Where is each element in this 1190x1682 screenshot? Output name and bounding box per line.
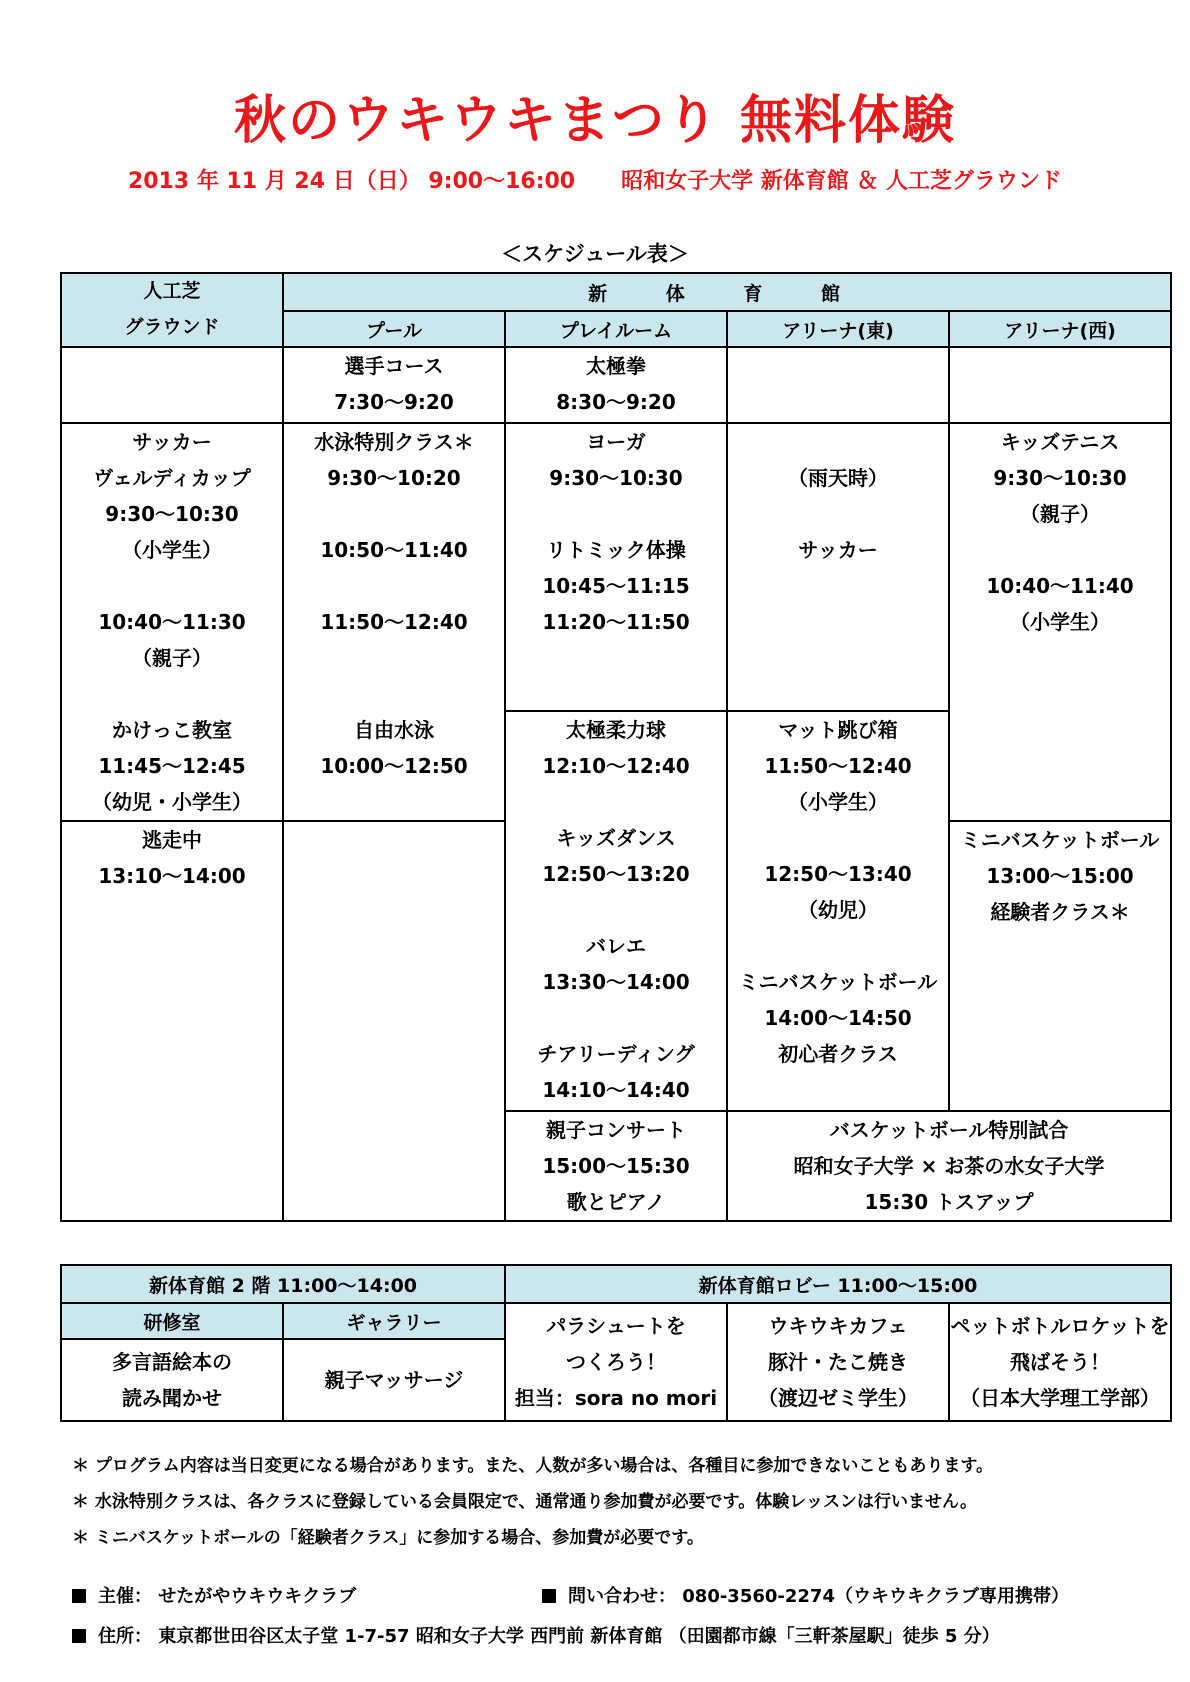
cell-line: 13:30～14:00 bbox=[542, 970, 690, 994]
cell-line: 太極柔力球 bbox=[566, 718, 666, 742]
cell-line: バレエ bbox=[586, 934, 646, 958]
cell-r3-playroom bbox=[505, 711, 727, 1111]
cell-r1-pool bbox=[283, 347, 505, 423]
cell-r2-ground-lines bbox=[62, 424, 282, 820]
header-arena-east: アリーナ(東) bbox=[727, 311, 949, 347]
cell-line bbox=[506, 892, 726, 928]
note-1: ＊ プログラム内容は当日変更になる場合があります。また、人数が多い場合は、各種目に参加できないこともあります。 bbox=[72, 1456, 994, 1476]
cell-r1-pool-lines bbox=[284, 348, 504, 420]
cell-line: 9:30～10:30 bbox=[549, 466, 683, 490]
event-subtitle bbox=[0, 164, 1190, 195]
cell-line: （幼児・小学生） bbox=[92, 790, 252, 814]
cell-r3-arena-east-lines bbox=[728, 712, 948, 1072]
cell-r2-playroom bbox=[505, 423, 727, 711]
cell-r5-playroom bbox=[505, 1111, 727, 1221]
cell-line: 読み聞かせ bbox=[122, 1386, 222, 1410]
cell-line: ミニバスケットボール bbox=[738, 970, 938, 994]
header-pool: プール bbox=[283, 311, 505, 347]
cell-line: 7:30～9:20 bbox=[334, 390, 454, 414]
cell-line: 10:40～11:30 bbox=[98, 610, 246, 634]
cell-line: サッカー bbox=[132, 430, 212, 454]
cell-line: 自由水泳 bbox=[354, 718, 434, 742]
cell-line: キッズテニス bbox=[1000, 430, 1120, 454]
cell-line bbox=[506, 1000, 726, 1036]
contact-block bbox=[542, 1577, 1069, 1617]
cell-line: （小学生） bbox=[1010, 610, 1111, 634]
info-block bbox=[72, 1577, 1162, 1657]
cell-r2-ground bbox=[61, 423, 283, 821]
cell-gallery: 親子マッサージ bbox=[283, 1339, 505, 1421]
cell-line: 9:30～10:20 bbox=[327, 466, 461, 490]
cell-line: 初心者クラス bbox=[778, 1042, 898, 1066]
square-bullet-icon bbox=[72, 1589, 86, 1603]
cell-line: 9:30～10:30 bbox=[993, 466, 1127, 490]
cell-line: 昭和女子大学 × お茶の水女子大学 bbox=[793, 1154, 1105, 1178]
cell-line: 歌とピアノ bbox=[566, 1190, 666, 1214]
cell-line: 10:40～11:40 bbox=[986, 574, 1134, 598]
cell-line: 14:00～14:50 bbox=[764, 1006, 912, 1030]
cell-line: サッカー bbox=[798, 538, 878, 562]
cell-line: （親子） bbox=[1020, 502, 1101, 526]
cell-line: 10:00～12:50 bbox=[320, 754, 468, 778]
organizer: 主催： せたがやウキウキクラブ bbox=[98, 1586, 357, 1607]
cell-line: ウキウキカフェ bbox=[768, 1314, 908, 1338]
square-bullet-icon bbox=[72, 1629, 86, 1643]
cell-line: 飛ばそう！ bbox=[1010, 1350, 1110, 1374]
venue-table bbox=[60, 1264, 1172, 1422]
info-row-1 bbox=[72, 1577, 1162, 1617]
cell-line: ヨーガ bbox=[586, 430, 646, 454]
event-date: 2013 年 11 月 24 日（日） 9:00～16:00 bbox=[127, 169, 576, 194]
header-gym-2f: 新体育館 2 階 11:00～14:00 bbox=[61, 1265, 505, 1303]
cell-r1-arena-east bbox=[727, 347, 949, 423]
cell-r4-arena-west-lines bbox=[950, 822, 1170, 930]
cell-line bbox=[728, 928, 948, 964]
cell-lobby-cafe-lines bbox=[728, 1308, 948, 1416]
cell-kenshu-lines bbox=[62, 1344, 282, 1416]
cell-line: 選手コース bbox=[344, 354, 444, 378]
header-lobby: 新体育館ロビー 11:00～15:00 bbox=[505, 1265, 1171, 1303]
cell-r4-ground-lines bbox=[62, 822, 282, 894]
cell-line: キッズダンス bbox=[556, 826, 676, 850]
cell-r2-arena-west bbox=[949, 423, 1171, 821]
contact: 問い合わせ： 080-3560-2274（ウキウキクラブ専用携帯） bbox=[568, 1586, 1069, 1607]
cell-r4-pool bbox=[283, 821, 505, 1221]
header-arena-west: アリーナ(西) bbox=[949, 311, 1171, 347]
cell-r5-arena bbox=[727, 1111, 1171, 1221]
cell-r2-arena-east-lines bbox=[728, 424, 948, 568]
cell-line bbox=[506, 784, 726, 820]
cell-line: 15:00～15:30 bbox=[542, 1154, 690, 1178]
cell-r1-arena-west bbox=[949, 347, 1171, 423]
header-kenshu: 研修室 bbox=[61, 1303, 283, 1339]
cell-line: （雨天時） bbox=[788, 466, 888, 490]
cell-line: かけっこ教室 bbox=[112, 718, 232, 742]
cell-line bbox=[728, 496, 948, 532]
cell-lobby-parachute-lines bbox=[506, 1308, 726, 1416]
header-ground bbox=[61, 273, 283, 347]
cell-r4-ground bbox=[61, 821, 283, 1221]
cell-line: 10:50～11:40 bbox=[320, 538, 468, 562]
cell-line: 担当：sora no mori bbox=[514, 1386, 718, 1410]
cell-line: 豚汁・たこ焼き bbox=[768, 1350, 908, 1374]
cell-line: 12:10～12:40 bbox=[542, 754, 690, 778]
cell-r2-arena-west-lines bbox=[950, 424, 1170, 640]
cell-r5-playroom-lines bbox=[506, 1112, 726, 1220]
cell-line: 11:50～12:40 bbox=[764, 754, 912, 778]
cell-line: 太極拳 bbox=[586, 354, 646, 378]
cell-r2-pool-lines bbox=[284, 424, 504, 784]
cell-r1-playroom bbox=[505, 347, 727, 423]
cell-line: 9:30～10:30 bbox=[105, 502, 239, 526]
cell-kenshu bbox=[61, 1339, 283, 1421]
cell-line: （日本大学理工学部） bbox=[960, 1386, 1160, 1410]
cell-line bbox=[284, 496, 504, 532]
cell-lobby-parachute bbox=[505, 1303, 727, 1421]
cell-r5-arena-lines bbox=[728, 1112, 1170, 1220]
cell-line: 親子コンサート bbox=[546, 1118, 686, 1142]
cell-line: ヴェルディカップ bbox=[93, 466, 251, 490]
cell-line: 11:45～12:45 bbox=[98, 754, 246, 778]
cell-line: つくろう！ bbox=[566, 1350, 666, 1374]
cell-line bbox=[62, 568, 282, 604]
cell-line: 14:10～14:40 bbox=[542, 1078, 690, 1102]
cell-line bbox=[284, 568, 504, 604]
cell-line: 12:50～13:40 bbox=[764, 862, 912, 886]
cell-line: 13:10～14:00 bbox=[98, 864, 246, 888]
cell-line: グラウンド bbox=[124, 316, 220, 338]
cell-line bbox=[62, 676, 282, 712]
cell-lobby-rocket bbox=[949, 1303, 1171, 1421]
cell-line bbox=[950, 532, 1170, 568]
cell-line: （小学生） bbox=[788, 790, 888, 814]
schedule-table bbox=[60, 272, 1172, 1222]
cell-r1-ground bbox=[61, 347, 283, 423]
cell-line: 12:50～13:20 bbox=[542, 862, 690, 886]
info-row-2 bbox=[72, 1617, 1162, 1657]
cell-line: 13:00～15:00 bbox=[986, 864, 1134, 888]
page-title: 秋のウキウキまつり 無料体験 bbox=[233, 91, 957, 151]
header-playroom: プレイルーム bbox=[505, 311, 727, 347]
cell-r1-playroom-lines bbox=[506, 348, 726, 420]
cell-line bbox=[506, 496, 726, 532]
header-gym: 新 体 育 館 bbox=[283, 273, 1171, 311]
cell-line: ミニバスケットボール bbox=[960, 828, 1160, 852]
cell-r2-pool bbox=[283, 423, 505, 821]
note-2: ＊ 水泳特別クラスは、各クラスに登録している会員限定で、通常通り参加費が必要です。体験レッスンは行いません。 bbox=[72, 1492, 978, 1512]
header-gallery: ギャラリー bbox=[283, 1303, 505, 1339]
cell-line: 水泳特別クラス＊ bbox=[314, 430, 474, 454]
cell-line: 逃走中 bbox=[142, 828, 202, 852]
cell-lobby-cafe bbox=[727, 1303, 949, 1421]
cell-line: 10:45～11:15 bbox=[542, 574, 690, 598]
cell-line: 8:30～9:20 bbox=[556, 390, 676, 414]
schedule-label: ＜スケジュール表＞ bbox=[501, 242, 689, 266]
cell-line: マット跳び箱 bbox=[778, 718, 898, 742]
cell-line: （親子） bbox=[132, 646, 212, 670]
cell-r4-arena-west bbox=[949, 821, 1171, 1111]
cell-line bbox=[728, 820, 948, 856]
cell-line bbox=[728, 424, 948, 460]
cell-line bbox=[284, 676, 504, 712]
cell-r3-playroom-lines bbox=[506, 712, 726, 1108]
cell-line: 11:50～12:40 bbox=[320, 610, 468, 634]
cell-line: 人工芝 bbox=[143, 280, 201, 302]
cell-line: （小学生） bbox=[122, 538, 222, 562]
cell-line: チアリーディング bbox=[537, 1042, 695, 1066]
cell-r2-arena-east bbox=[727, 423, 949, 711]
cell-line: 多言語絵本の bbox=[112, 1350, 232, 1374]
cell-line: 15:30 トスアップ bbox=[864, 1190, 1034, 1214]
cell-r2-playroom-lines bbox=[506, 424, 726, 640]
square-bullet-icon bbox=[542, 1589, 556, 1603]
cell-r3-arena-east bbox=[727, 711, 949, 1111]
cell-lobby-rocket-lines bbox=[950, 1308, 1170, 1416]
cell-line: ペットボトルロケットを bbox=[950, 1314, 1170, 1338]
cell-line: パラシュートを bbox=[546, 1314, 686, 1338]
header-ground-lines bbox=[62, 274, 282, 346]
cell-line: 11:20～11:50 bbox=[542, 610, 690, 634]
notes bbox=[72, 1448, 1162, 1556]
cell-line: （渡辺ゼミ学生） bbox=[758, 1386, 918, 1410]
cell-line bbox=[284, 640, 504, 676]
cell-line: 経験者クラス＊ bbox=[990, 900, 1130, 924]
event-place: 昭和女子大学 新体育館 ＆ 人工芝グラウンド bbox=[621, 169, 1063, 194]
cell-line: リトミック体操 bbox=[546, 538, 686, 562]
cell-line: （幼児） bbox=[798, 898, 878, 922]
address: 住所： 東京都世田谷区太子堂 1-7-57 昭和女子大学 西門前 新体育館 （田園都市線「三軒茶屋駅」徒歩 5 分） bbox=[98, 1626, 1000, 1647]
note-3: ＊ ミニバスケットボールの「経験者クラス」に参加する場合、参加費が必要です。 bbox=[72, 1528, 704, 1548]
cell-line: バスケットボール特別試合 bbox=[829, 1118, 1069, 1142]
